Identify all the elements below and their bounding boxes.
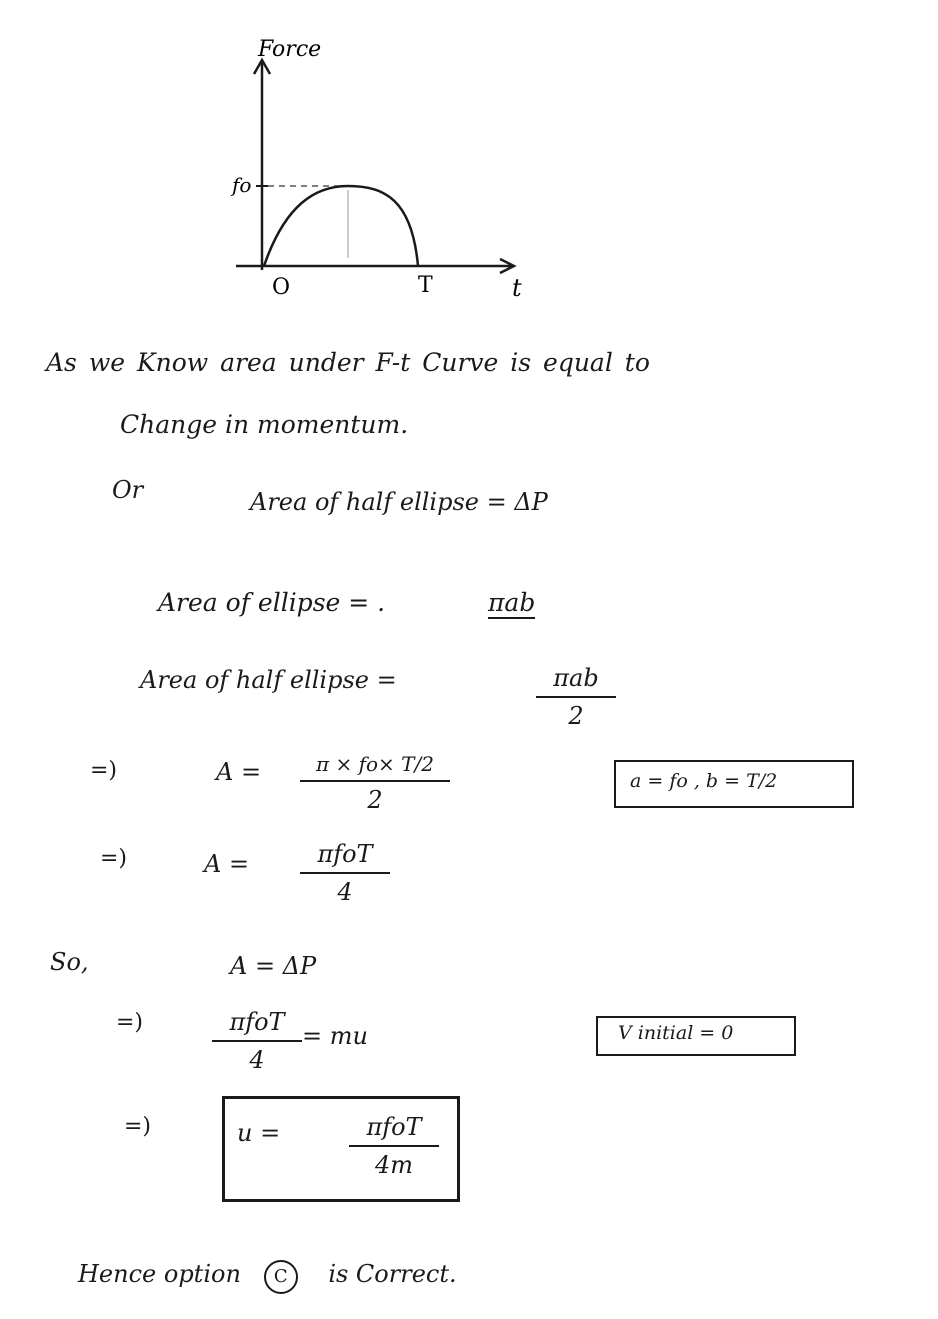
- step1-denominator: 2: [367, 786, 383, 814]
- half-area-left: Area of half ellipse =: [140, 666, 397, 694]
- step5-arrow: =): [124, 1114, 152, 1139]
- final-left: u =: [237, 1119, 281, 1147]
- step3: A = ΔP: [230, 952, 317, 980]
- final-fraction: [349, 1113, 439, 1179]
- step1-fraction: [300, 752, 450, 814]
- option-c-circle: C: [264, 1260, 298, 1294]
- statement-line-2: Change in momentum.: [120, 410, 409, 439]
- step2-arrow: =): [100, 846, 128, 871]
- step2-fraction: [300, 840, 390, 906]
- step1-arrow: =): [90, 758, 118, 783]
- half-area-fraction: [536, 664, 616, 730]
- note2: V initial = 0: [618, 1022, 734, 1044]
- or-label: Or: [112, 476, 144, 504]
- half-ellipse-curve: [264, 186, 418, 266]
- statement-line-1: As we Know area under F-t Curve is equal to: [46, 348, 650, 377]
- x-axis-label: t: [512, 274, 522, 302]
- note1: a = fo , b = T/2: [630, 770, 778, 792]
- half-ellipse-equation: Area of half ellipse = ΔP: [250, 488, 548, 516]
- final-numerator: πfoT: [349, 1113, 439, 1147]
- end-label: T: [418, 273, 433, 298]
- ellipse-area-right: πab: [488, 588, 536, 617]
- step4-numerator: πfoT: [212, 1008, 302, 1042]
- force-time-graph: [0, 0, 938, 320]
- conclusion-pre: Hence option: [78, 1260, 241, 1288]
- step2-numerator: πfoT: [300, 840, 390, 874]
- y-axis-label: Force: [258, 37, 322, 62]
- step4-denominator: 4: [249, 1046, 265, 1074]
- step1-numerator: π × fo× T/2: [300, 752, 450, 782]
- ellipse-area-left: Area of ellipse = .: [158, 588, 386, 617]
- peak-label: fo: [232, 173, 252, 197]
- step1-left: A =: [216, 758, 262, 786]
- step4-arrow: =): [116, 1010, 144, 1035]
- step4-right: = mu: [302, 1022, 368, 1050]
- half-area-denominator: 2: [568, 702, 584, 730]
- final-answer-box: [222, 1096, 460, 1202]
- conclusion-post: is Correct.: [328, 1260, 457, 1288]
- step2-denominator: 4: [337, 878, 353, 906]
- step2-left: A =: [204, 850, 250, 878]
- conclusion: [78, 1260, 457, 1294]
- step4-fraction: [212, 1008, 302, 1074]
- half-area-numerator: πab: [536, 664, 616, 698]
- final-denominator: 4m: [374, 1151, 414, 1179]
- so-label: So,: [50, 948, 89, 976]
- origin-label: O: [272, 275, 291, 300]
